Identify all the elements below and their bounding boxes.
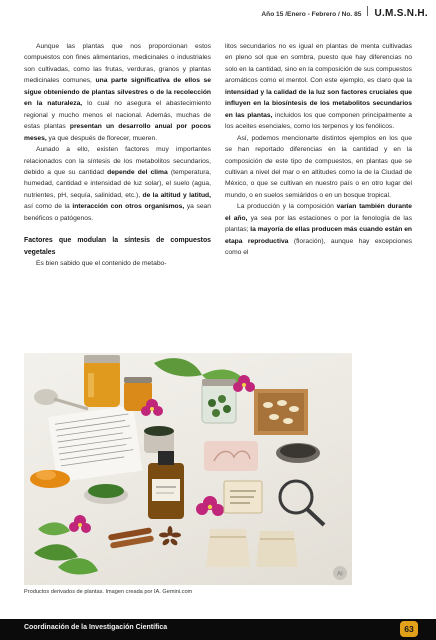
institution-label: U.M.S.N.H.	[374, 8, 428, 19]
page-number: 63	[400, 621, 418, 637]
section-heading: Factores que modulan la síntesis de compuestos vegetales	[24, 237, 211, 256]
plant-products-figure	[24, 353, 352, 585]
paragraph: Aunado a ello, existen factores muy importantes relacionados con la síntesis de los metabolitos secundarios, debido a que su cantidad depende del clima (temperatura, humedad, cantidad e intensidad de luz solar), el suelo (agua, nutrientes, pH, sequía, salinidad, etc.), de la altitud y latitud, así como de la interacción con otros organismos, ya sean benéficos o patógenos.	[24, 146, 212, 222]
page-footer	[0, 619, 436, 640]
figure-caption: Productos derivados de plantas. Imagen creada por IA. Gemini.com	[24, 589, 193, 595]
issue-label: Año 15 /Enero - Febrero / No. 85	[261, 11, 362, 18]
paragraph: Es bien sabido que el contenido de metabo-	[36, 260, 167, 268]
paragraph: litos secundarios no es igual en plantas de menta cultivadas en pleno sol que en sombra, puesto que hay diferencias no solo en la cantidad, sino en la composición de sus compuestos aromáticos como el mentol. Con este ejemplo, es claro que la intensidad y la calidad de la luz son factores cruciales que influyen en la biosíntesis de los metabolitos secundarios en las plantas, incluidos los que componen principalmente a los aceites esenciales, como los terpenos y los fenólicos.	[225, 43, 412, 131]
paragraph: Así, podemos mencionarte distintos ejemplos en los que se han reportado diferencias en la cantidad y en la composición de este tipo de compuestos, en plantas que se cultivan a nivel del mar o en altitudes como la de la Ciudad de México, o que se cultivan en nuestro país o en otro lugar del mundo, o en suelos semiáridos o en un bosque tropical.	[225, 134, 412, 199]
ai-watermark: AI	[337, 571, 343, 578]
paragraph: Aunque las plantas que nos proporcionan estos compuestos con fines alimentarios, medicinales o industriales son cultivadas, como las frutas, verduras, granos y plantas medicinales comunes, una parte significativa de ellos se sigue obteniendo de plantas silvestres o de la recolección en la naturaleza, lo cual no asegura el abastecimiento regional y mucho menos el nacional. Además, muchas de estas plantas presentan un desarrollo anual por pocos meses, ya que después de florecer, mueren.	[24, 43, 211, 142]
left-column	[24, 41, 211, 270]
page-header	[261, 6, 428, 19]
plant-products-illustration	[24, 353, 352, 585]
footer-text: Coordinación de la Investigación Científica	[24, 624, 168, 631]
header-divider	[367, 6, 368, 16]
right-column	[225, 41, 412, 259]
paragraph: La producción y la composición varían también durante el año, ya sea por las estaciones o por la fenología de las plantas; la mayoría de ellas producen más cuando están en etapa reproductiva (floración), aunque hay excepciones como el	[225, 203, 413, 257]
